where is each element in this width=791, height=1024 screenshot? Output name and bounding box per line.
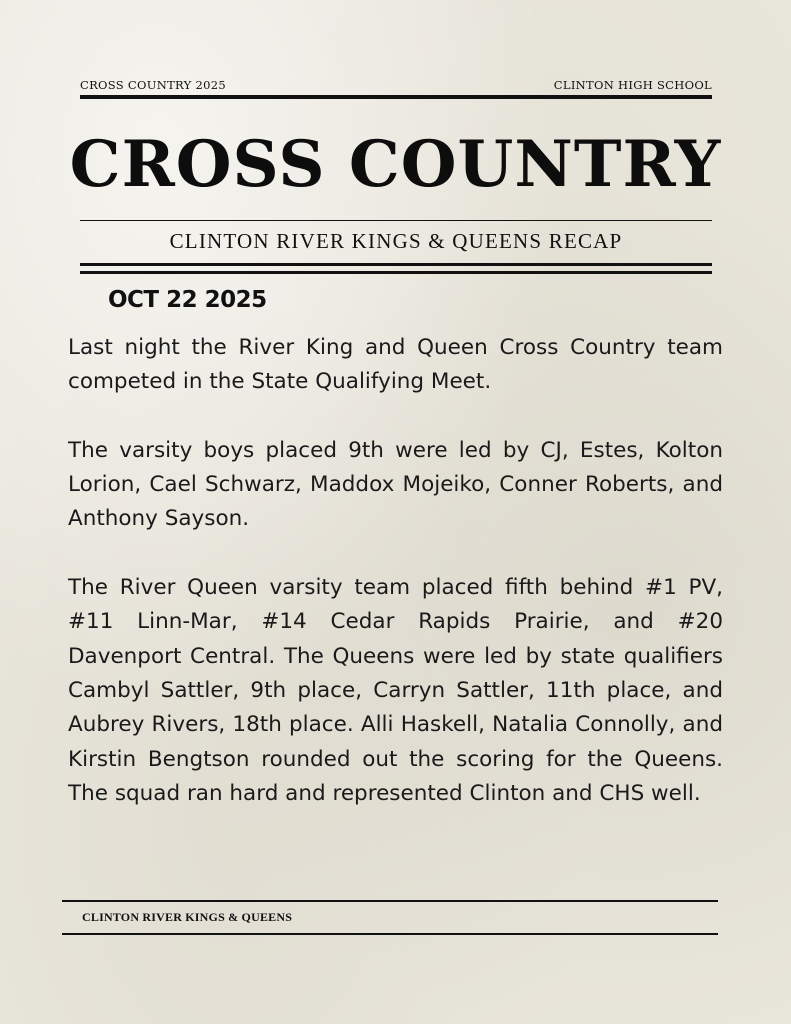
article-paragraph: The River Queen varsity team placed fifth behind #1 PV, #11 Linn-Mar, #14 Cedar Rapids Prairie, and #20 Davenport Central. The Queens were led by state qualifiers Cambyl Sattler, 9th place, Carryn Sattler, 11th place, and Aubrey Rivers, 18th place. Alli Haskell, Natalia Connolly, and Kirstin Bengtson rounded out the scoring for the Queens. The squad ran hard and represented Clinton and CHS well. [68, 575, 723, 806]
subtitle-divider-top [80, 263, 712, 266]
header-rule [80, 95, 712, 99]
article-body [68, 331, 723, 845]
header-left-label: CROSS COUNTRY 2025 [80, 78, 226, 92]
article-paragraph: The varsity boys placed 9th were led by CJ, Estes, Kolton Lorion, Cael Schwarz, Maddox Mojeiko, Conner Roberts, and Anthony Sayson. [68, 437, 723, 532]
page-subtitle: CLINTON RIVER KINGS & QUEENS RECAP [169, 229, 623, 253]
header-right-label: CLINTON HIGH SCHOOL [553, 78, 712, 92]
title-divider [80, 220, 712, 221]
footer-rule-top [62, 900, 718, 902]
article-date: OCT 22 2025 [108, 287, 267, 313]
footer-label: CLINTON RIVER KINGS & QUEENS [82, 910, 293, 924]
footer-rule-bottom [62, 933, 718, 935]
article-paragraph: Last night the River King and Queen Cross Country team competed in the State Qualifying Meet. [68, 335, 723, 395]
page-title: CROSS COUNTRY [69, 127, 722, 202]
subtitle-divider-bottom [80, 271, 712, 274]
